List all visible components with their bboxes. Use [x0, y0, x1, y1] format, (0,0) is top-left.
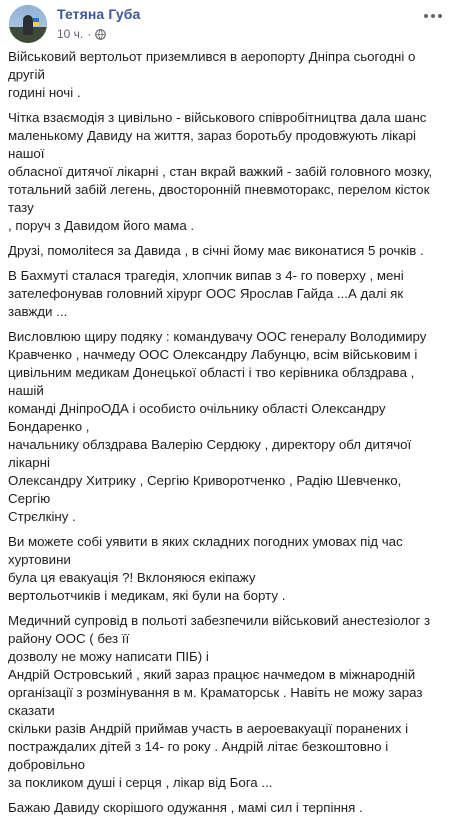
post-timestamp[interactable]: 10 ч.	[57, 27, 84, 41]
post-paragraph: Чітка взаємодія з цивільно - військового співробітництва дала шанс маленькому Давиду на життя, зараз боротьбу продовжують лікарі нашої обласної дитячої лікарні , стан вкрай важкий - забій головного мозку, тотальний забій легень, двосторонній пневмоторакс, перелом кісток тазу , поруч з Давидом його мама .	[8, 110, 433, 233]
globe-icon[interactable]	[95, 29, 106, 40]
author-avatar[interactable]	[9, 5, 47, 43]
avatar-person	[23, 15, 33, 35]
post-header	[6, 0, 452, 52]
post-paragraph: Військовий вертольот приземлився в аеропорту Дніпра сьогодні о другій годині ночі .	[8, 49, 416, 100]
more-dot	[431, 14, 435, 18]
post-paragraph: Висловлюю щиру подяку : командувачу ООС генералу Володимиру Кравченко , начмеду ООС Олександру Лабунцю, всім військовим і цивільним медикам Донецької області і тво керівника облздрава , нашій команді ДніпроОДА і особисто очільнику області Олександру Бондаренко , начальнику облздрава Валерію Сердюку , директору обл дитячої лікарні Олександру Хитрику , Сергію Криворотченко , Радію Шевченко, Сергію Стрєлкіну .	[8, 329, 427, 524]
post-paragraph: В Бахмуті сталася трагедія, хлопчик випав з 4- го поверху , мені зателефонував головний хірург ООС Ярослав Гайда ...А далі як завжди ...	[8, 268, 404, 319]
post-paragraph: Бажаю Давиду скорішого одужання , мамі сил і терпіння .	[8, 800, 363, 815]
avatar-flag	[33, 18, 39, 26]
meta-separator: ·	[87, 27, 92, 41]
post-paragraph: Медичний супровід в польоті забезпечили військовий анестезіолог з району ООС ( без її дозволу не можу написати ПІБ) і Андрій Островський , який зараз працює начмедом в міжнародній організації з розмінування в м. Краматорськ . Навіть не можу зараз сказати скільки разів Андрій приймав участь в аероевакуації поранених і постраждалих дітей з 14- го року . Андрій літає безкоштовно і добровільно за покликом душі і серця , лікар від Бога ...	[8, 613, 431, 790]
more-dot	[424, 14, 428, 18]
post-paragraph: Друзі, помоліteся за Давида , в січні йому має виконатися 5 рочків .	[8, 243, 424, 258]
post-meta	[57, 27, 106, 41]
author-name-link[interactable]: Тетяна Губа	[57, 6, 141, 22]
post-body	[8, 48, 446, 824]
more-options-icon[interactable]	[422, 8, 444, 24]
post-paragraph: Ви можете собі уявити в яких складних погодних умовах під час хуртовини була ця евакуація ?! Вклоняюся екіпажу вертольотчиків і медикам, які були на борту .	[8, 534, 403, 603]
more-dot	[438, 14, 442, 18]
